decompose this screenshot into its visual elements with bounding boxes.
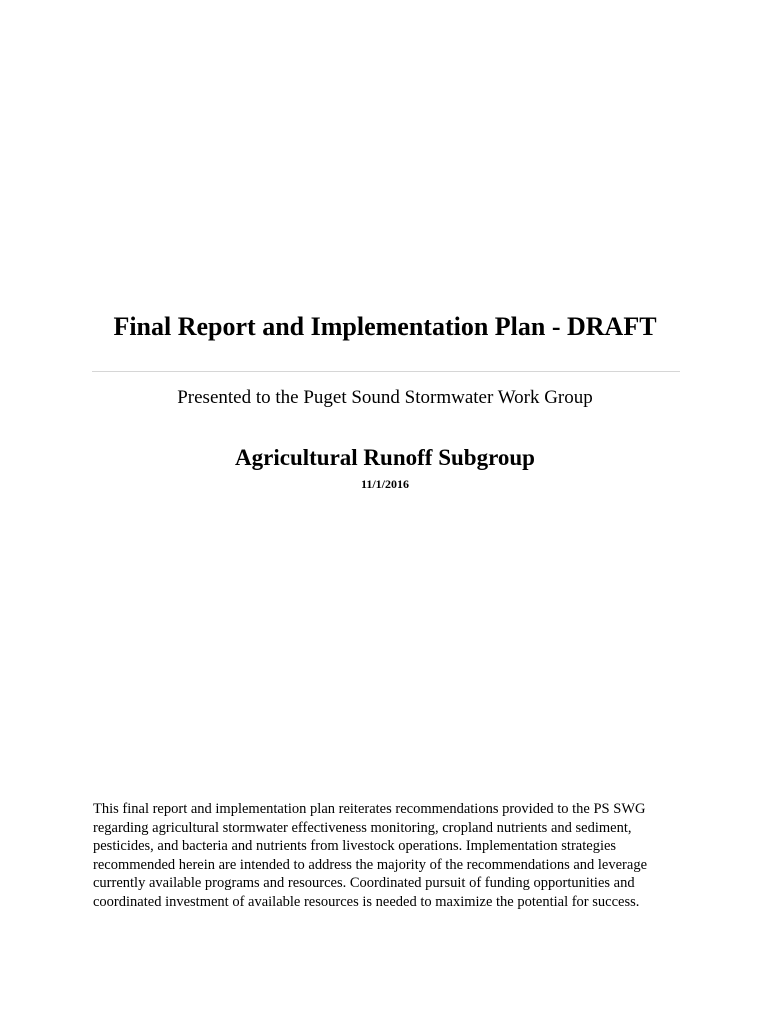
summary-paragraph: This final report and implementation plan reiterates recommendations provided to the PS SWG regarding agricultural stormwater effectiveness monitoring, cropland nutrients and sediment, pesticides, and bacteria and nutrients from livestock operations. Implementation strategies recommended herein are intended to address the majority of the recommendations and leverage currently available programs and resources. Coordinated pursuit of funding opportunities and coordinated investment of available resources is needed to maximize the potential for success. <box>93 801 648 910</box>
title-divider <box>92 371 680 372</box>
presented-to-line: Presented to the Puget Sound Stormwater Work Group <box>177 387 593 408</box>
report-title: Final Report and Implementation Plan - DRAFT <box>113 312 657 341</box>
report-date: 11/1/2016 <box>360 477 409 491</box>
subgroup-heading: Agricultural Runoff Subgroup <box>235 445 535 470</box>
